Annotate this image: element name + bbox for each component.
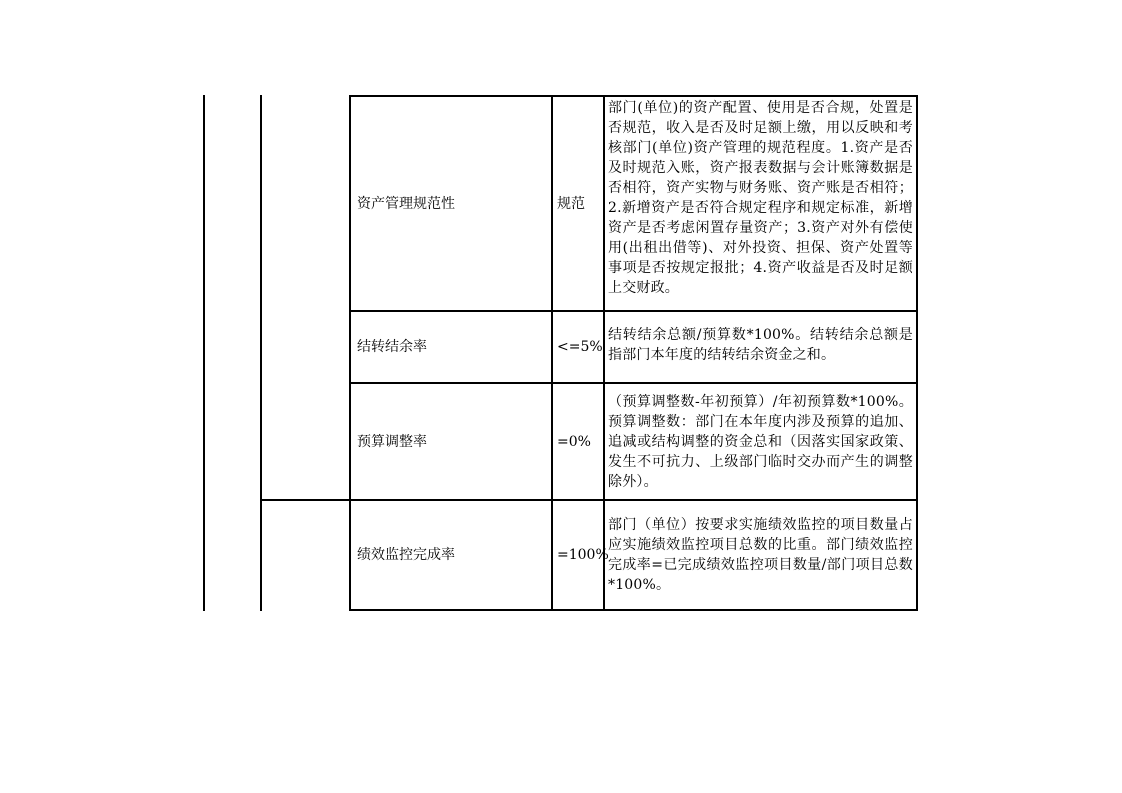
table-right-border <box>916 95 918 611</box>
table-left-border <box>203 95 205 611</box>
standard-value: 规范 <box>557 195 585 212</box>
standard-value: =100% <box>557 547 609 563</box>
table-bottom-border <box>349 609 918 611</box>
description-text: 部门（单位）按要求实施绩效监控的项目数量占应实施绩效监控项目总数的比重。部门绩效监控完成率=已完成绩效监控项目数量/部门项目总数*100%。 <box>608 517 913 593</box>
description-text: （预算调整数-年初预算）/年初预算数*100%。预算调整数：部门在本年度内涉及预算的追加、追减或结构调整的资金总和（因落实国家政策、发生不可抗力、上级部门临时交办而产生的调整除外）。 <box>608 394 913 490</box>
indicator-label: 资产管理规范性 <box>357 195 455 212</box>
description-text: 结转结余总额/预算数*100%。结转结余总额是指部门本年度的结转结余资金之和。 <box>608 327 913 363</box>
table-row-4-indicator <box>351 501 551 609</box>
indicator-label: 绩效监控完成率 <box>357 547 455 563</box>
description-text: 部门(单位)的资产配置、使用是否合规，处置是否规范，收入是否及时足额上缴，用以反映和考核部门(单位)资产管理的规范程度。1.资产是否及时规范入账，资产报表数据与会计账簿数据是否相符，资产实物与财务账、资产账是否相符；2.新增资产是否符合规定程序和规定标准，新增资产是否考虑闲置存量资产；3.资产对外有偿使用(出租出借等)、对外投资、担保、资产处置等事项是否按规定报批；4.资产收益是否及时足额上交财政。 <box>608 100 913 296</box>
indicator-label: 预算调整率 <box>357 433 427 450</box>
table-row-1-standard <box>553 97 603 310</box>
table-row-3-standard <box>553 384 603 499</box>
table-column-divider-1 <box>260 95 262 611</box>
table-row-2-description <box>605 312 916 382</box>
table-row-1-indicator <box>351 97 551 310</box>
table-row-4-description <box>605 501 916 609</box>
table-row-3-description <box>605 384 916 499</box>
indicator-label: 结转结余率 <box>357 339 427 355</box>
table-row-2-standard <box>553 312 603 382</box>
table-row-2-indicator <box>351 312 551 382</box>
table-row-4-standard <box>553 501 609 609</box>
standard-value: <=5% <box>557 339 603 355</box>
table-row-3-indicator <box>351 384 551 499</box>
standard-value: =0% <box>557 433 591 450</box>
table-row-1-description <box>605 97 916 310</box>
